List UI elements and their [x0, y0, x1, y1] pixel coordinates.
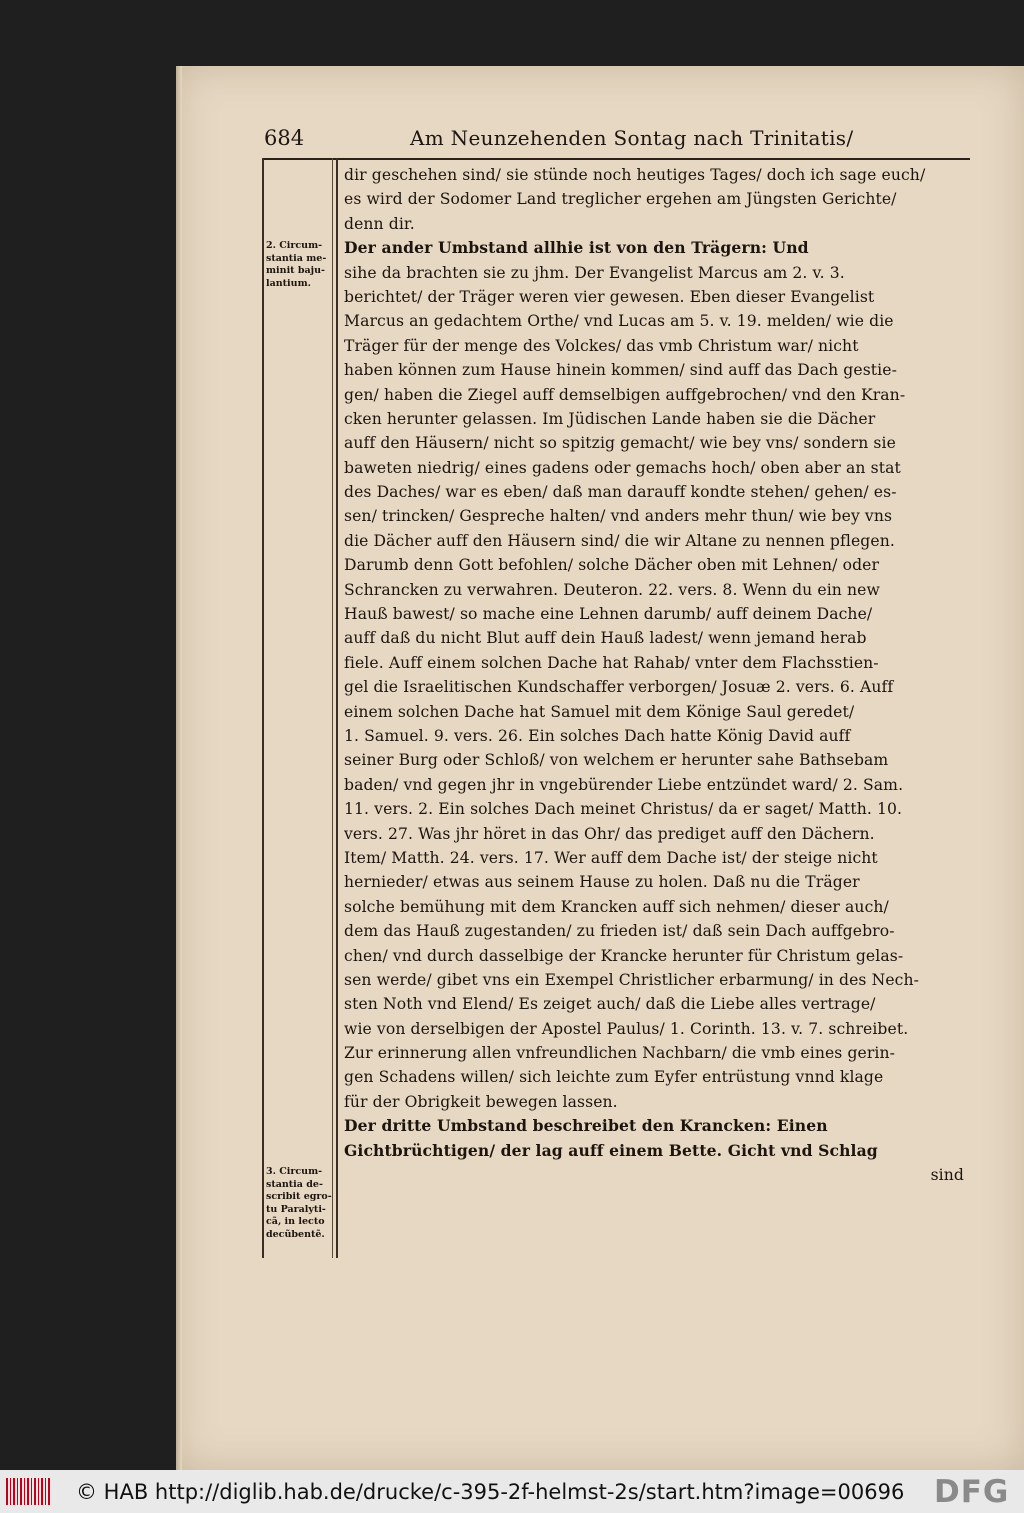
- text-line: 1. Samuel. 9. vers. 26. Ein solches Dach hatte König David auff: [344, 726, 851, 745]
- marginal-line: tu Paralyti-: [266, 1203, 326, 1215]
- text-line: chen/ vnd durch dasselbige der Krancke herunter für Christum gelas-: [344, 946, 904, 965]
- marginal-line: cã, in lecto: [266, 1216, 325, 1228]
- marginal-line: stantia me-: [266, 252, 327, 264]
- text-line: Der dritte Umbstand beschreibet den Krancken: Einen: [344, 1116, 828, 1136]
- text-line: Zur erinnerung allen vnfreundlichen Nachbarn/ die vmb eines gerin-: [344, 1044, 896, 1063]
- text-line: dem das Hauß zugestanden/ zu frieden ist/ daß sein Dach auffgebro-: [344, 922, 895, 941]
- margin-rule: [336, 158, 338, 1258]
- text-line: sen/ trincken/ Gespreche halten/ vnd anders mehr thun/ wie bey vns: [344, 507, 893, 526]
- text-line: sihe da brachten sie zu jhm. Der Evangelist Marcus am 2. v. 3.: [344, 263, 845, 282]
- text-line: cken herunter gelassen. Im Jüdischen Lande haben sie die Dächer: [344, 409, 876, 428]
- text-line: vers. 27. Was jhr höret in das Ohr/ das prediget auff den Dächern.: [344, 824, 875, 843]
- text-line: einem solchen Dache hat Samuel mit dem Könige Saul geredet/: [344, 702, 855, 721]
- text-line: gen Schadens willen/ sich leichte zum Eyfer entrüstung vnnd klage: [344, 1068, 884, 1087]
- text-line: fiele. Auff einem solchen Dache hat Rahab/ vnter dem Flachsstien-: [344, 653, 879, 672]
- text-line: haben können zum Hause hinein kommen/ sind auff das Dach gestie-: [344, 361, 897, 380]
- text-line: dir geschehen sind/ sie stünde noch heutiges Tages/ doch ich sage euch/: [344, 166, 926, 184]
- text-line: berichtet/ der Träger weren vier gewesen. Eben dieser Evangelist: [344, 287, 875, 306]
- marginal-note-3: [266, 1166, 332, 1242]
- text-line: denn dir.: [344, 214, 415, 233]
- text-line: hernieder/ etwas aus seinem Hause zu holen. Daß nu die Träger: [344, 873, 860, 892]
- running-title: Am Neunzehenden Sontag nach Trinitatis/: [410, 126, 854, 150]
- text-line: Hauß bawest/ so mache eine Lehnen darumb/ auff deinem Dache/: [344, 605, 873, 624]
- text-line: auff daß du nicht Blut auff dein Hauß ladest/ wenn jemand herab: [344, 629, 867, 648]
- text-line: gen/ haben die Ziegel auff demselbigen auffgebrochen/ vnd den Kran-: [344, 385, 906, 404]
- text-line: des Daches/ war es eben/ daß man darauff kondte stehen/ gehen/ es-: [344, 483, 897, 502]
- marginal-line: minit baju-: [266, 265, 325, 277]
- text-line: auff den Häusern/ nicht so spitzig gemacht/ wie bey vns/ sondern sie: [344, 434, 896, 453]
- text-line: baweten niedrig/ eines gadens oder gemachs hoch/ oben aber an stat: [344, 458, 901, 477]
- text-line: Darumb denn Gott befohlen/ solche Dächer oben mit Lehnen/ oder: [344, 556, 880, 575]
- margin-rule-inner: [332, 158, 333, 1258]
- left-rule: [262, 158, 264, 1258]
- page-number: 684: [264, 126, 305, 150]
- body-text: [344, 163, 964, 1187]
- marginal-line: 3. Circum-: [266, 1166, 323, 1177]
- text-line: für der Obrigkeit bewegen lassen.: [344, 1092, 618, 1111]
- text-line: seiner Burg oder Schloß/ von welchem er herunter sahe Bathsebam: [344, 751, 889, 770]
- dfg-logo: DFG: [934, 1474, 1010, 1510]
- text-line: Item/ Matth. 24. vers. 17. Wer auff dem Dache ist/ der steige nicht: [344, 848, 878, 867]
- text-line: solche bemühung mit dem Krancken auff sich nehmen/ dieser auch/: [344, 897, 889, 916]
- barcode-icon: [6, 1478, 50, 1505]
- text-line: Schrancken zu verwahren. Deuteron. 22. vers. 8. Wenn du ein new: [344, 580, 880, 599]
- text-line: gel die Israelitischen Kundschaffer verborgen/ Josuæ 2. vers. 6. Auff: [344, 678, 894, 697]
- catchword: sind: [930, 1166, 964, 1185]
- text-line: wie von derselbigen der Apostel Paulus/ 1. Corinth. 13. v. 7. schreibet.: [344, 1019, 909, 1038]
- page-header: [262, 122, 970, 160]
- text-line: Gichtbrüchtigen/ der lag auff einem Bette. Gicht vnd Schlag: [344, 1140, 878, 1160]
- marginal-line: stantia de-: [266, 1178, 323, 1190]
- marginal-line: lantium.: [266, 277, 311, 289]
- viewer-footer: [0, 1470, 1024, 1513]
- text-line: Träger für der menge des Volckes/ das vmb Christum war/ nicht: [344, 336, 859, 355]
- text-line: sten Noth vnd Elend/ Es zeiget auch/ daß die Liebe alles vertrage/: [344, 995, 876, 1014]
- text-line: baden/ vnd gegen jhr in vngebürender Liebe entzündet ward/ 2. Sam.: [344, 775, 904, 794]
- text-line: Der ander Umbstand allhie ist von den Trägern: Und: [344, 238, 809, 258]
- marginal-line: decũbentẽ.: [266, 1228, 325, 1240]
- marginal-line: 2. Circum-: [266, 240, 323, 251]
- source-url[interactable]: © HAB http://diglib.hab.de/drucke/c-395-2f-helmst-2s/start.htm?image=00696: [76, 1480, 905, 1504]
- text-line: es wird der Sodomer Land treglicher ergehen am Jüngsten Gerichte/: [344, 190, 897, 209]
- page-edge: [176, 66, 182, 1470]
- text-line: die Dächer auff den Häusern sind/ die wir Altane zu nennen pflegen.: [344, 531, 895, 550]
- marginal-note-2: [266, 240, 332, 290]
- text-line: Marcus an gedachtem Orthe/ vnd Lucas am 5. v. 19. melden/ wie die: [344, 312, 894, 331]
- text-line: sen werde/ gibet vns ein Exempel Christlicher erbarmung/ in des Nech-: [344, 970, 919, 989]
- text-line: 11. vers. 2. Ein solches Dach meinet Christus/ da er saget/ Matth. 10.: [344, 800, 903, 819]
- marginal-line: scribit egro-: [266, 1191, 332, 1203]
